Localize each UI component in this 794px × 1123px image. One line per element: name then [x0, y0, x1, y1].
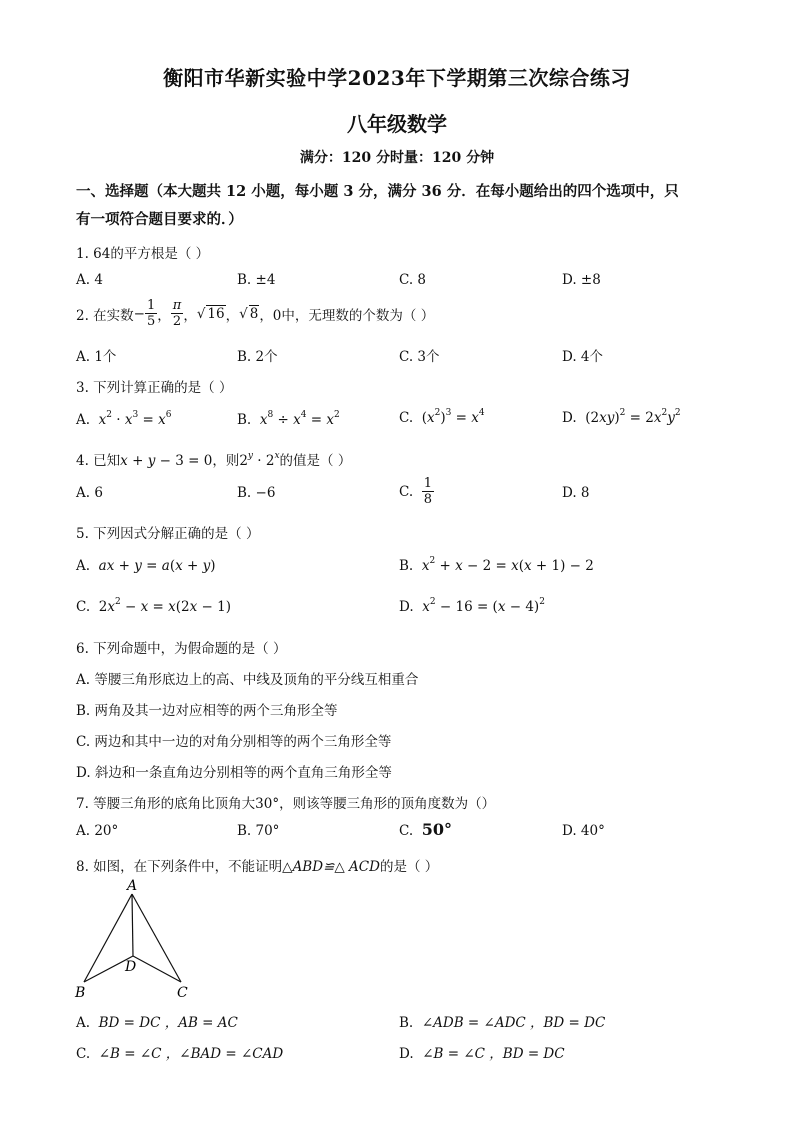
q1-option-d: D. ±8	[562, 272, 601, 288]
q1-option-c: C. 8	[399, 272, 427, 288]
q1-stem: 1. 64的平方根是（ ）	[76, 246, 210, 262]
q8-option-c: C. ∠B = ∠C ，∠BAD = ∠CAD	[76, 1046, 284, 1062]
q4-option-b: B. −6	[237, 485, 276, 501]
vertex-label-b: B	[75, 985, 86, 1001]
q8-option-d: D. ∠B = ∠C ，BD = DC	[399, 1046, 565, 1062]
q2-option-b: B. 2个	[237, 349, 278, 365]
q8-stem: 8. 如图，在下列条件中，不能证明△ABD≌△ ACD的是（ ）	[76, 859, 439, 875]
vertex-label-d: D	[125, 959, 137, 975]
triangle-figure	[70, 876, 200, 1004]
q5-option-c: C. $2x^2 - x = x(2x - 1)$	[76, 597, 231, 615]
q7-option-a: A. 20°	[76, 823, 119, 839]
q2-option-d: D. 4个	[562, 349, 604, 365]
q5-stem: 5. 下列因式分解正确的是（ ）	[76, 526, 260, 542]
line-AD	[132, 894, 133, 956]
q5-option-a: A. ax + y = a(x + y)	[76, 558, 216, 574]
q5-option-b: B. $x^2 + x - 2 = x(x + 1) - 2$	[399, 556, 594, 574]
section-heading-line1: 一、选择题（本大题共 12 小题，每小题 3 分，满分 36 分．在每小题给出的四个选项中，只	[76, 183, 679, 200]
q1-option-b: B. ±4	[237, 272, 276, 288]
q5-option-d: D. $x^2 - 16 = (x - 4)^2$	[399, 597, 545, 615]
q2-prefix: 2. 在实数	[76, 307, 134, 324]
vertex-label-c: C	[177, 985, 188, 1001]
q7-option-b: B. 70°	[237, 823, 280, 839]
q3-option-b: B. $x^8 \div x^4 = x^2$	[237, 410, 340, 428]
q2-suffix: ，0中，无理数的个数为（ ）	[259, 307, 435, 324]
q4-option-c: C. $\frac{1}{8}$	[399, 476, 433, 507]
q3-option-a: A. $x^2 \cdot x^3 = x^6$	[76, 410, 172, 428]
q7-option-c: C. 50°	[399, 820, 452, 839]
q1-option-a: A. 4	[76, 272, 103, 288]
vertex-label-a: A	[127, 878, 138, 894]
q3-option-c: C. $(x^2)^3 = x^4$	[399, 408, 485, 426]
q6-option-b: B. 两角及其一边对应相等的两个三角形全等	[76, 703, 338, 719]
exam-info: 满分：120 分时量：120 分钟	[299, 150, 495, 166]
q2-fraction-pi-half: $\frac{\pi}{2}$	[172, 298, 182, 329]
q6-option-d: D. 斜边和一条直角边分别相等的两个直角三角形全等	[76, 765, 392, 781]
q4-option-a: A. 6	[76, 485, 103, 501]
q2-sqrt16: √ 16	[196, 306, 225, 322]
q8-option-b: B. ∠ADB = ∠ADC ，BD = DC	[399, 1015, 606, 1031]
q4-stem: 4. 已知x + y − 3 = 0，则$2^y \cdot 2^x$的值是（ ）	[76, 451, 352, 469]
q4-option-d: D. 8	[562, 485, 590, 501]
q3-option-d: D. $(2xy)^2 = 2x^2y^2$	[562, 408, 681, 426]
q8-option-a: A. BD = DC ，AB = AC	[76, 1015, 238, 1031]
q6-option-a: A. 等腰三角形底边上的高、中线及顶角的平分线互相重合	[76, 672, 419, 688]
q7-option-d: D. 40°	[562, 823, 605, 839]
exam-title: 衡阳市华新实验中学2023年下学期第三次综合练习	[163, 66, 631, 90]
q2-sqrt8: √ 8	[239, 306, 259, 322]
q2-option-c: C. 3个	[399, 349, 440, 365]
exam-subtitle: 八年级数学	[347, 112, 447, 136]
q2-fraction-one-fifth: $\frac{1}{5}$	[146, 298, 156, 329]
q6-stem: 6. 下列命题中，为假命题的是（ ）	[76, 641, 287, 657]
q2-option-a: A. 1个	[76, 349, 117, 365]
section-heading-line2: 有一项符合题目要求的．）	[76, 211, 243, 228]
q7-stem: 7. 等腰三角形的底角比顶角大30°，则该等腰三角形的顶角度数为（）	[76, 796, 496, 812]
q4-fraction-one-eighth: $\frac{1}{8}$	[423, 476, 433, 507]
q6-option-c: C. 两边和其中一边的对角分别相等的两个三角形全等	[76, 734, 392, 750]
q3-stem: 3. 下列计算正确的是（ ）	[76, 380, 233, 396]
q2-stem: 2. 在实数 − $\frac{1}{5}$ ， $\frac{\pi}{2}$ ， √ 16 ， √ 8 ，0中，无理数的个数为（ ）	[76, 298, 435, 329]
